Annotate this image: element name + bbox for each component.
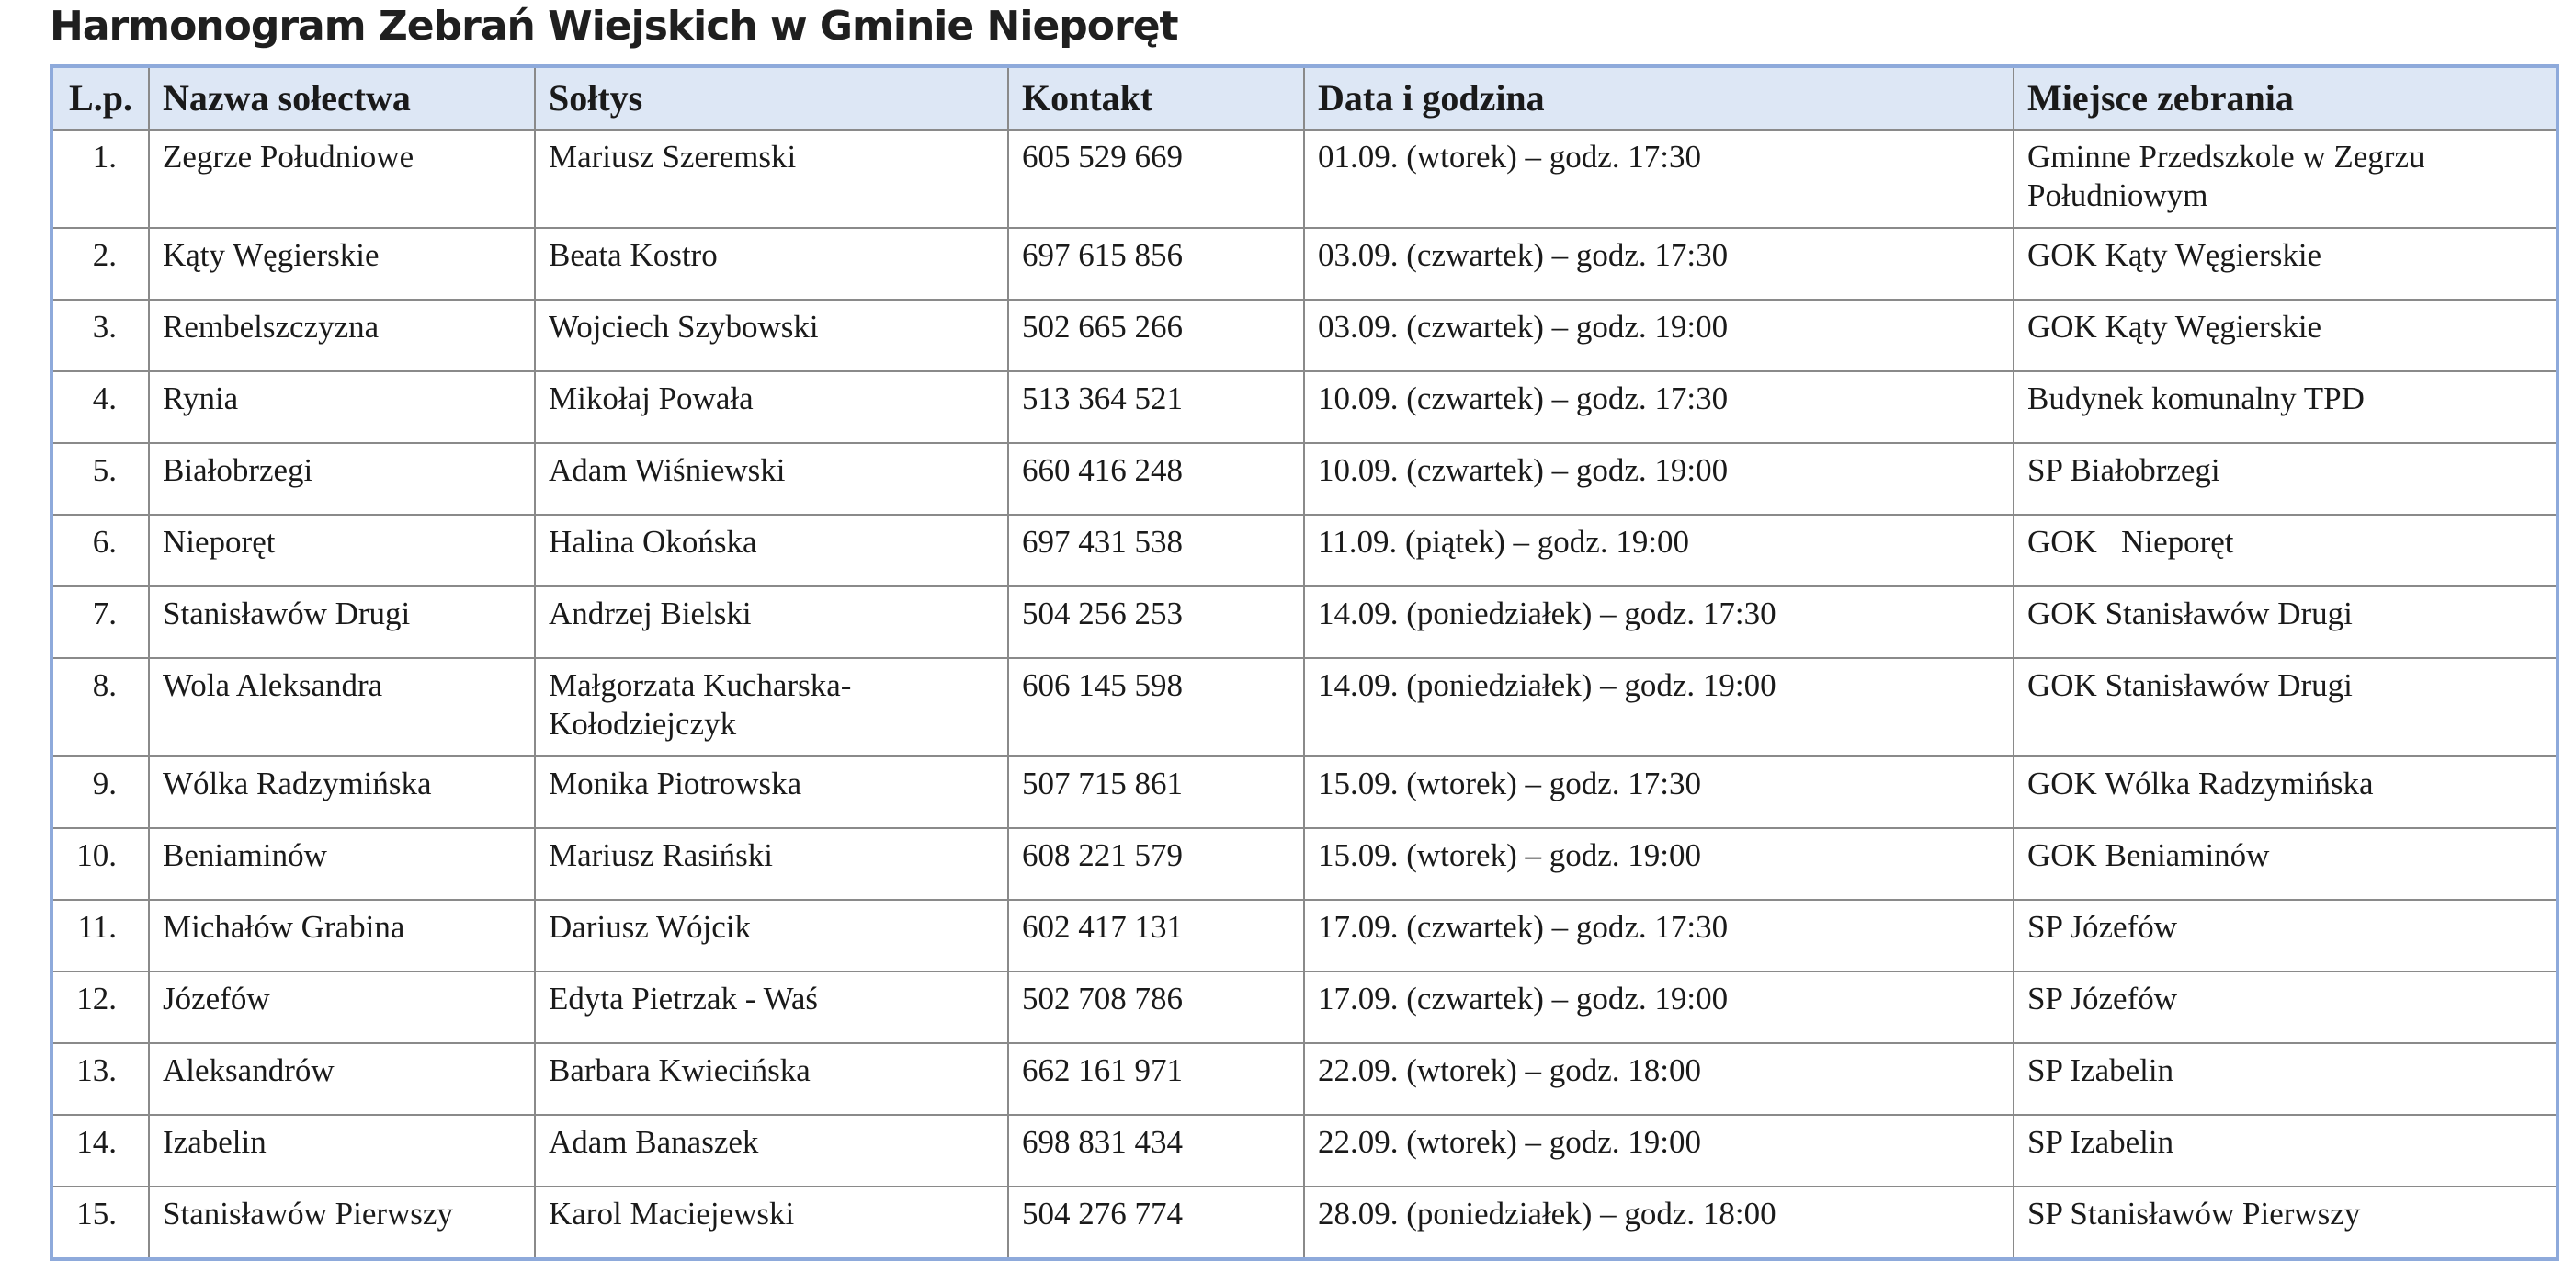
cell-solectwo xyxy=(149,971,535,1043)
cell-soltys-text: Małgorzata Kucharska-Kołodziejczyk xyxy=(549,667,852,742)
cell-solectwo xyxy=(149,900,535,971)
cell-soltys-text: Wojciech Szybowski xyxy=(549,309,819,345)
cell-solectwo xyxy=(149,1187,535,1259)
cell-miejsce-text: GOK Kąty Węgierskie xyxy=(2027,237,2322,273)
cell-data-godzina xyxy=(1304,515,2014,586)
cell-lp xyxy=(51,1115,149,1187)
cell-soltys xyxy=(535,1187,1008,1259)
cell-lp-text: 6. xyxy=(92,524,117,560)
cell-lp-text: 14. xyxy=(76,1124,117,1160)
cell-miejsce-text: Budynek komunalny TPD xyxy=(2027,381,2365,416)
table-row xyxy=(51,1187,2558,1259)
cell-kontakt-text: 504 276 774 xyxy=(1022,1196,1183,1232)
cell-soltys xyxy=(535,228,1008,300)
cell-miejsce xyxy=(2014,756,2558,828)
cell-lp-text: 4. xyxy=(92,381,117,416)
cell-kontakt-text: 504 256 253 xyxy=(1022,596,1183,631)
cell-miejsce-text: SP Izabelin xyxy=(2027,1052,2174,1088)
cell-miejsce xyxy=(2014,300,2558,371)
page-title: Harmonogram Zebrań Wiejskich w Gminie Nieporęt xyxy=(50,3,1178,50)
cell-kontakt-text: 507 715 861 xyxy=(1022,766,1183,801)
cell-miejsce-text: GOK Kąty Węgierskie xyxy=(2027,309,2322,345)
table-row xyxy=(51,515,2558,586)
cell-soltys-text: Beata Kostro xyxy=(549,237,718,273)
cell-soltys-text: Dariusz Wójcik xyxy=(549,909,751,945)
cell-data-godzina-text: 22.09. (wtorek) – godz. 19:00 xyxy=(1318,1124,1702,1160)
cell-soltys-text: Karol Maciejewski xyxy=(549,1196,795,1232)
cell-data-godzina xyxy=(1304,900,2014,971)
table-row xyxy=(51,756,2558,828)
cell-data-godzina xyxy=(1304,228,2014,300)
cell-solectwo-text: Aleksandrów xyxy=(163,1052,335,1088)
cell-soltys xyxy=(535,443,1008,515)
cell-lp-text: 15. xyxy=(76,1196,117,1232)
cell-soltys xyxy=(535,658,1008,756)
cell-solectwo-text: Wola Aleksandra xyxy=(163,667,383,703)
cell-data-godzina xyxy=(1304,586,2014,658)
cell-soltys-text: Mikołaj Powała xyxy=(549,381,754,416)
cell-solectwo-text: Białobrzegi xyxy=(163,452,313,488)
cell-data-godzina-text: 14.09. (poniedziałek) – godz. 17:30 xyxy=(1318,596,1776,631)
cell-kontakt xyxy=(1008,1115,1304,1187)
cell-miejsce-text: Gminne Przedszkole w Zegrzu Południowym xyxy=(2027,139,2434,213)
cell-kontakt-text: 502 708 786 xyxy=(1022,981,1183,1017)
cell-kontakt xyxy=(1008,1043,1304,1115)
table-row xyxy=(51,443,2558,515)
cell-miejsce-text: SP Izabelin xyxy=(2027,1124,2174,1160)
cell-kontakt xyxy=(1008,586,1304,658)
cell-lp-text: 13. xyxy=(76,1052,117,1088)
cell-soltys xyxy=(535,300,1008,371)
cell-miejsce xyxy=(2014,371,2558,443)
table-row xyxy=(51,900,2558,971)
cell-miejsce xyxy=(2014,586,2558,658)
cell-kontakt-text: 513 364 521 xyxy=(1022,381,1183,416)
cell-kontakt xyxy=(1008,1187,1304,1259)
cell-miejsce xyxy=(2014,828,2558,900)
cell-soltys-text: Adam Wiśniewski xyxy=(549,452,786,488)
cell-lp-text: 8. xyxy=(92,667,117,703)
cell-soltys xyxy=(535,900,1008,971)
cell-data-godzina-text: 15.09. (wtorek) – godz. 19:00 xyxy=(1318,837,1702,873)
cell-soltys-text: Barbara Kwiecińska xyxy=(549,1052,811,1088)
cell-data-godzina xyxy=(1304,130,2014,228)
cell-miejsce-text: SP Józefów xyxy=(2027,909,2178,945)
cell-solectwo-text: Kąty Węgierskie xyxy=(163,237,380,273)
cell-miejsce-text: SP Józefów xyxy=(2027,981,2178,1017)
cell-miejsce xyxy=(2014,1187,2558,1259)
cell-data-godzina xyxy=(1304,300,2014,371)
cell-solectwo xyxy=(149,658,535,756)
cell-miejsce-text: GOK Wólka Radzymińska xyxy=(2027,766,2374,801)
cell-miejsce xyxy=(2014,515,2558,586)
cell-miejsce xyxy=(2014,1043,2558,1115)
table-header xyxy=(51,66,2558,130)
cell-lp-text: 1. xyxy=(92,139,117,175)
cell-data-godzina-text: 14.09. (poniedziałek) – godz. 19:00 xyxy=(1318,667,1776,703)
table-row xyxy=(51,586,2558,658)
cell-miejsce-text: GOK Stanisławów Drugi xyxy=(2027,596,2353,631)
table-row xyxy=(51,971,2558,1043)
cell-data-godzina-text: 11.09. (piątek) – godz. 19:00 xyxy=(1318,524,1690,560)
cell-miejsce-text: SP Stanisławów Pierwszy xyxy=(2027,1196,2361,1232)
cell-solectwo xyxy=(149,371,535,443)
cell-data-godzina xyxy=(1304,971,2014,1043)
cell-kontakt xyxy=(1008,971,1304,1043)
cell-solectwo xyxy=(149,515,535,586)
cell-data-godzina-text: 01.09. (wtorek) – godz. 17:30 xyxy=(1318,139,1702,175)
cell-solectwo-text: Zegrze Południowe xyxy=(163,139,414,175)
cell-data-godzina-text: 15.09. (wtorek) – godz. 17:30 xyxy=(1318,766,1702,801)
table-row xyxy=(51,658,2558,756)
cell-data-godzina-text: 03.09. (czwartek) – godz. 19:00 xyxy=(1318,309,1729,345)
cell-solectwo xyxy=(149,586,535,658)
cell-lp xyxy=(51,371,149,443)
cell-solectwo-text: Wólka Radzymińska xyxy=(163,766,432,801)
cell-solectwo-text: Stanisławów Drugi xyxy=(163,596,411,631)
cell-lp-text: 10. xyxy=(76,837,117,873)
header-kontakt: Kontakt xyxy=(1008,66,1304,130)
cell-kontakt-text: 502 665 266 xyxy=(1022,309,1183,345)
cell-kontakt xyxy=(1008,443,1304,515)
cell-lp-text: 2. xyxy=(92,237,117,273)
header-lp: L.p. xyxy=(51,66,149,130)
cell-kontakt-text: 697 431 538 xyxy=(1022,524,1183,560)
cell-miejsce xyxy=(2014,443,2558,515)
cell-soltys xyxy=(535,371,1008,443)
table-row xyxy=(51,228,2558,300)
cell-solectwo-text: Józefów xyxy=(163,981,270,1017)
cell-soltys-text: Edyta Pietrzak - Waś xyxy=(549,981,818,1017)
cell-kontakt-text: 602 417 131 xyxy=(1022,909,1183,945)
cell-solectwo xyxy=(149,756,535,828)
cell-data-godzina-text: 03.09. (czwartek) – godz. 17:30 xyxy=(1318,237,1729,273)
cell-solectwo xyxy=(149,300,535,371)
cell-miejsce xyxy=(2014,658,2558,756)
table-row xyxy=(51,828,2558,900)
cell-soltys xyxy=(535,828,1008,900)
cell-kontakt-text: 606 145 598 xyxy=(1022,667,1183,703)
cell-soltys-text: Mariusz Rasiński xyxy=(549,837,774,873)
cell-soltys xyxy=(535,1115,1008,1187)
cell-soltys-text: Halina Okońska xyxy=(549,524,757,560)
cell-data-godzina xyxy=(1304,1043,2014,1115)
cell-kontakt-text: 660 416 248 xyxy=(1022,452,1183,488)
cell-data-godzina-text: 17.09. (czwartek) – godz. 17:30 xyxy=(1318,909,1729,945)
cell-solectwo-text: Rembelszczyzna xyxy=(163,309,380,345)
cell-data-godzina-text: 17.09. (czwartek) – godz. 19:00 xyxy=(1318,981,1729,1017)
cell-lp xyxy=(51,300,149,371)
cell-kontakt xyxy=(1008,900,1304,971)
cell-lp xyxy=(51,443,149,515)
cell-data-godzina xyxy=(1304,658,2014,756)
cell-kontakt xyxy=(1008,515,1304,586)
cell-kontakt xyxy=(1008,300,1304,371)
cell-soltys-text: Monika Piotrowska xyxy=(549,766,802,801)
header-row xyxy=(51,66,2558,130)
cell-lp xyxy=(51,1187,149,1259)
cell-lp-text: 3. xyxy=(92,309,117,345)
cell-solectwo-text: Michałów Grabina xyxy=(163,909,405,945)
cell-lp xyxy=(51,515,149,586)
cell-kontakt-text: 605 529 669 xyxy=(1022,139,1183,175)
cell-solectwo xyxy=(149,130,535,228)
header-solectwo: Nazwa sołectwa xyxy=(149,66,535,130)
cell-solectwo-text: Izabelin xyxy=(163,1124,267,1160)
table-row xyxy=(51,1043,2558,1115)
cell-data-godzina xyxy=(1304,1187,2014,1259)
cell-lp-text: 12. xyxy=(76,981,117,1017)
cell-solectwo-text: Rynia xyxy=(163,381,239,416)
cell-miejsce xyxy=(2014,130,2558,228)
cell-kontakt xyxy=(1008,371,1304,443)
cell-soltys xyxy=(535,515,1008,586)
cell-data-godzina xyxy=(1304,756,2014,828)
cell-soltys xyxy=(535,971,1008,1043)
cell-lp xyxy=(51,756,149,828)
cell-lp-text: 7. xyxy=(92,596,117,631)
cell-kontakt xyxy=(1008,228,1304,300)
cell-lp-text: 11. xyxy=(77,909,117,945)
cell-soltys xyxy=(535,756,1008,828)
cell-miejsce xyxy=(2014,1115,2558,1187)
cell-solectwo-text: Beniaminów xyxy=(163,837,327,873)
header-soltys: Sołtys xyxy=(535,66,1008,130)
cell-soltys-text: Adam Banaszek xyxy=(549,1124,759,1160)
cell-data-godzina-text: 28.09. (poniedziałek) – godz. 18:00 xyxy=(1318,1196,1776,1232)
cell-kontakt xyxy=(1008,130,1304,228)
cell-lp xyxy=(51,828,149,900)
cell-soltys xyxy=(535,1043,1008,1115)
cell-solectwo xyxy=(149,1043,535,1115)
cell-lp xyxy=(51,130,149,228)
cell-solectwo xyxy=(149,443,535,515)
cell-solectwo xyxy=(149,1115,535,1187)
cell-data-godzina xyxy=(1304,828,2014,900)
cell-lp xyxy=(51,228,149,300)
cell-solectwo-text: Stanisławów Pierwszy xyxy=(163,1196,453,1232)
table-body xyxy=(51,130,2558,1259)
cell-soltys xyxy=(535,130,1008,228)
table-row xyxy=(51,300,2558,371)
cell-kontakt-text: 698 831 434 xyxy=(1022,1124,1183,1160)
cell-data-godzina xyxy=(1304,1115,2014,1187)
cell-lp xyxy=(51,658,149,756)
cell-data-godzina xyxy=(1304,371,2014,443)
cell-kontakt-text: 697 615 856 xyxy=(1022,237,1183,273)
cell-miejsce-text: GOK Stanisławów Drugi xyxy=(2027,667,2353,703)
cell-lp xyxy=(51,1043,149,1115)
cell-lp xyxy=(51,900,149,971)
cell-miejsce-text: GOK Beniaminów xyxy=(2027,837,2270,873)
cell-kontakt-text: 608 221 579 xyxy=(1022,837,1183,873)
cell-solectwo xyxy=(149,828,535,900)
cell-kontakt xyxy=(1008,828,1304,900)
cell-data-godzina-text: 10.09. (czwartek) – godz. 19:00 xyxy=(1318,452,1729,488)
cell-lp-text: 9. xyxy=(92,766,117,801)
cell-soltys-text: Mariusz Szeremski xyxy=(549,139,797,175)
cell-miejsce xyxy=(2014,228,2558,300)
table-row xyxy=(51,1115,2558,1187)
cell-miejsce xyxy=(2014,971,2558,1043)
cell-kontakt-text: 662 161 971 xyxy=(1022,1052,1183,1088)
meetings-schedule-table xyxy=(50,64,2559,1261)
table-row xyxy=(51,371,2558,443)
cell-data-godzina-text: 10.09. (czwartek) – godz. 17:30 xyxy=(1318,381,1729,416)
header-data-godzina: Data i godzina xyxy=(1304,66,2014,130)
header-miejsce: Miejsce zebrania xyxy=(2014,66,2558,130)
cell-lp-text: 5. xyxy=(92,452,117,488)
cell-data-godzina xyxy=(1304,443,2014,515)
cell-lp xyxy=(51,586,149,658)
cell-kontakt xyxy=(1008,756,1304,828)
cell-data-godzina-text: 22.09. (wtorek) – godz. 18:00 xyxy=(1318,1052,1702,1088)
cell-soltys-text: Andrzej Bielski xyxy=(549,596,752,631)
cell-miejsce-text: SP Białobrzegi xyxy=(2027,452,2220,488)
cell-miejsce xyxy=(2014,900,2558,971)
cell-solectwo xyxy=(149,228,535,300)
cell-lp xyxy=(51,971,149,1043)
cell-kontakt xyxy=(1008,658,1304,756)
cell-miejsce-text: GOK Nieporęt xyxy=(2027,524,2234,560)
table-row xyxy=(51,130,2558,228)
cell-soltys xyxy=(535,586,1008,658)
cell-solectwo-text: Nieporęt xyxy=(163,524,276,560)
